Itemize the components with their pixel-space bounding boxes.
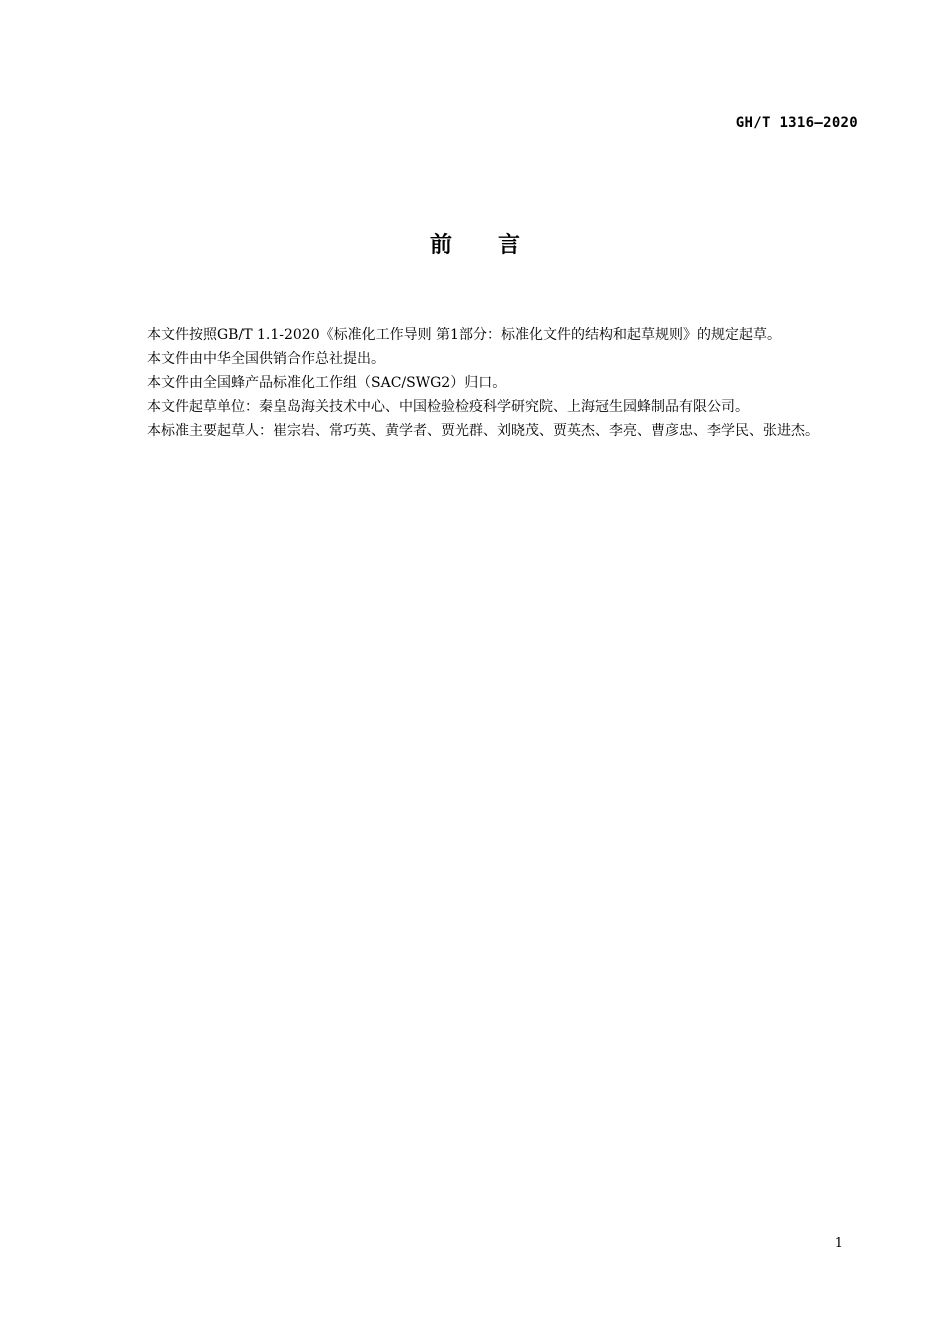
standard-code: GH/T 1316—2020 (735, 115, 858, 131)
paragraph-drafting-units: 本文件起草单位：秦皇岛海关技术中心、中国检验检疫科学研究院、上海冠生园蜂制品有限公司。 (147, 399, 749, 415)
paragraph-drafting-rules: 本文件按照GB/T 1.1-2020《标准化工作导则 第1部分：标准化文件的结构和起草规则》的规定起草。 (147, 327, 781, 343)
document-body (113, 323, 861, 443)
page-number: 1 (834, 1236, 843, 1251)
paragraph-drafters: 本标准主要起草人：崔宗岩、常巧英、黄学者、贾光群、刘晓茂、贾英杰、李亮、曹彦忠、李学民、张进杰。 (147, 423, 819, 439)
page-title: 前言 (429, 233, 566, 258)
paragraph-proposer: 本文件由中华全国供销合作总社提出。 (147, 351, 385, 367)
paragraph-technical-committee: 本文件由全国蜂产品标准化工作组（SAC/SWG2）归口。 (147, 375, 507, 391)
